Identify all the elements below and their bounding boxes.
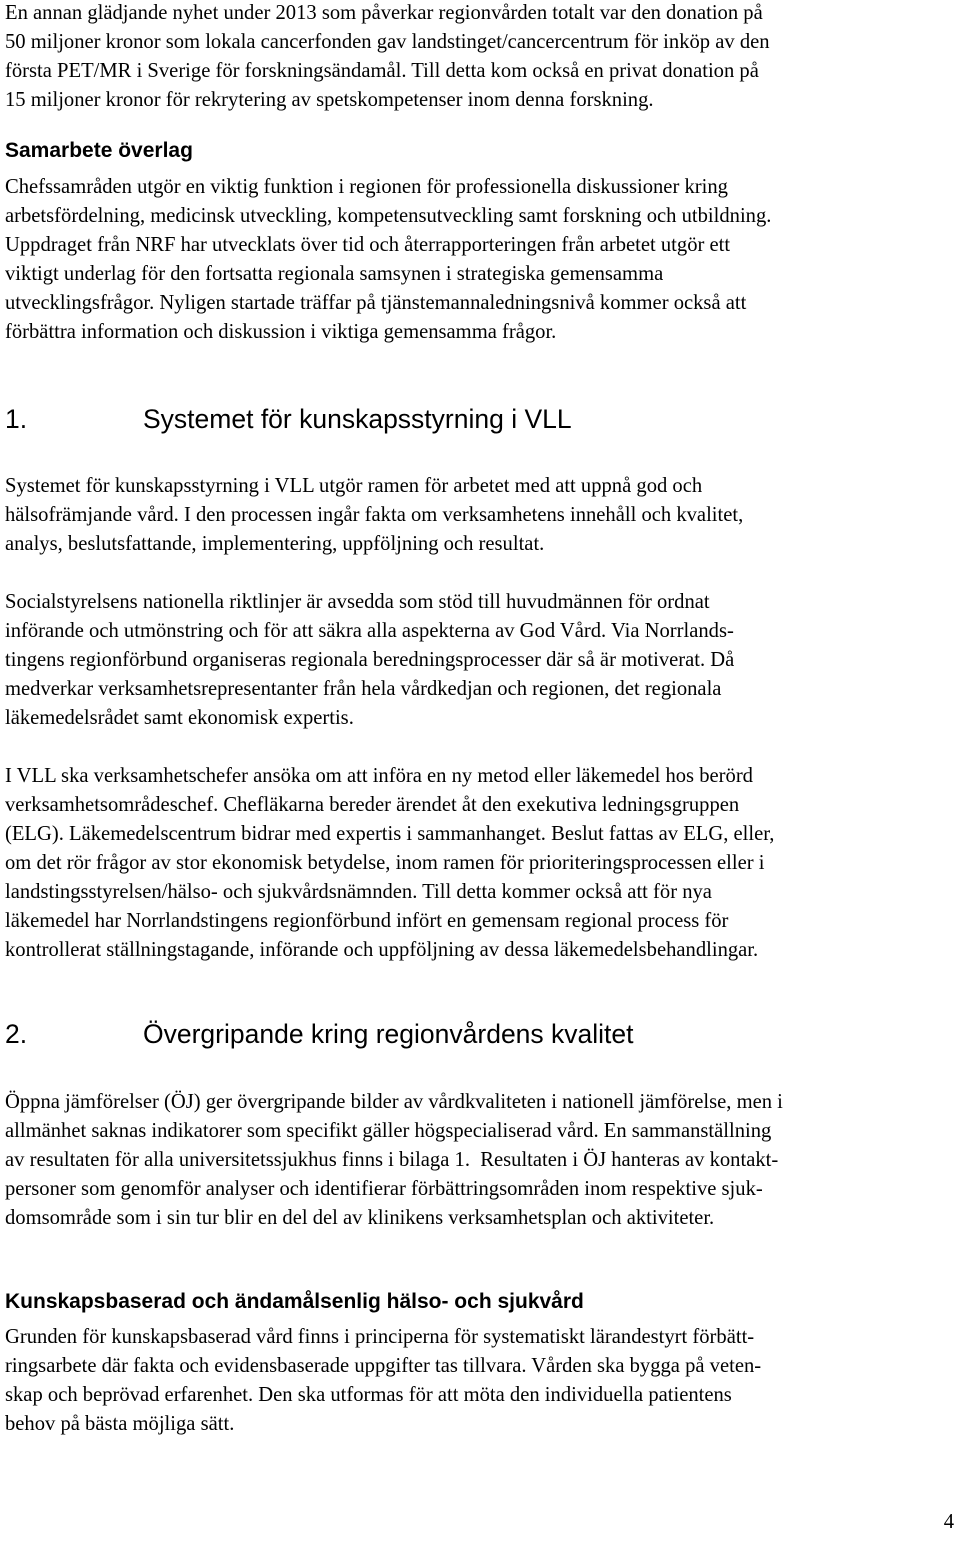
text-line: Systemet för kunskapsstyrning i VLL utgör ramen för arbetet med att uppnå god och (5, 475, 703, 497)
section-number: 2. (5, 1019, 28, 1049)
section-number: 1. (5, 404, 28, 434)
section-heading-2 (5, 1018, 634, 1050)
text-line: 50 miljoner kronor som lokala cancerfonden gav landstinget/cancercentrum för inköp av den (5, 31, 770, 53)
text-line: behov på bästa möjliga sätt. (5, 1413, 235, 1435)
text-line: utvecklingsfrågor. Nyligen startade träffar på tjänstemannaledningsnivå kommer också att (5, 292, 747, 314)
section-heading-1 (5, 403, 572, 435)
text-line: verksamhetsområdeschef. Chefläkarna bereder ärendet åt den exekutiva ledningsgruppen (5, 794, 740, 816)
text-line: viktigt underlag för den fortsatta regionala samsynen i strategiska gemensamma (5, 263, 664, 285)
text-line: tingens regionförbund organiseras regionala beredningsprocesser där så är motiverat. Då (5, 649, 735, 671)
subheading-kunskapsbaserad: Kunskapsbaserad och ändamålsenlig hälso- och sjukvård (5, 1290, 584, 1313)
subheading-samarbete: Samarbete överlag (5, 139, 193, 162)
text-line: domsområde som i sin tur blir en del del av klinikens verksamhetsplan och aktiviteter. (5, 1207, 715, 1229)
text-line: arbetsfördelning, medicinsk utveckling, kompetensutveckling samt forskning och utbildning. (5, 205, 772, 227)
page-number: 4 (943, 1511, 954, 1533)
text-line: ringsarbete där fakta och evidensbaserade uppgifter tas tillvara. Vården ska bygga på veten- (5, 1355, 762, 1377)
text-line: läkemedelsrådet samt ekonomisk expertis. (5, 707, 354, 729)
text-line: skap och beprövad erfarenhet. Den ska utformas för att möta den individuella patientens (5, 1384, 732, 1406)
text-line: En annan glädjande nyhet under 2013 som påverkar regionvården totalt var den donation på (5, 2, 763, 24)
text-line: första PET/MR i Sverige för forskningsändamål. Till detta kom också en privat donation på (5, 60, 759, 82)
text-line: 15 miljoner kronor för rekrytering av spetskompetenser inom denna forskning. (5, 89, 654, 111)
text-line: kontrollerat ställningstagande, införande och uppföljning av dessa läkemedelsbehandlingar. (5, 939, 759, 961)
text-line: om det rör frågor av stor ekonomisk betydelse, inom ramen för prioriteringsprocessen eller i (5, 852, 765, 874)
text-line: Uppdraget från NRF har utvecklats över tid och återrapporteringen från arbetet utgör ett (5, 234, 731, 256)
text-line: läkemedel har Norrlandstingens regionförbund infört en gemensam regional process för (5, 910, 729, 932)
text-line: landstingsstyrelsen/hälso- och sjukvårdsnämnden. Till detta kommer också att för nya (5, 881, 712, 903)
text-line: allmänhet saknas indikatorer som specifikt gäller högspecialiserad vård. En sammanställning (5, 1120, 772, 1142)
text-line: medverkar verksamhetsrepresentanter från hela vårdkedjan och regionen, det regionala (5, 678, 722, 700)
text-line: analys, beslutsfattande, implementering, uppföljning och resultat. (5, 533, 545, 555)
text-line: I VLL ska verksamhetschefer ansöka om att införa en ny metod eller läkemedel hos berörd (5, 765, 753, 787)
section-title: Övergripande kring regionvårdens kvalitet (143, 1019, 634, 1049)
text-line: införande och utmönstring och för att säkra alla aspekterna av God Vård. Via Norrlands- (5, 620, 734, 642)
text-line: förbättra information och diskussion i viktiga gemensamma frågor. (5, 321, 557, 343)
text-line: Chefssamråden utgör en viktig funktion i regionen för professionella diskussioner kring (5, 176, 728, 198)
text-line: hälsofrämjande vård. I den processen ingår fakta om verksamhetens innehåll och kvalitet, (5, 504, 744, 526)
section-title: Systemet för kunskapsstyrning i VLL (143, 404, 572, 434)
text-line: av resultaten för alla universitetssjukhus finns i bilaga 1. Resultaten i ÖJ hanteras av kontakt- (5, 1149, 779, 1171)
text-line: Grunden för kunskapsbaserad vård finns i principerna för systematiskt lärandestyrt förbätt- (5, 1326, 755, 1348)
text-line: (ELG). Läkemedelscentrum bidrar med expertis i sammanhanget. Beslut fattas av ELG, eller, (5, 823, 775, 845)
text-line: personer som genomför analyser och identifierar förbättringsområden inom respektive sjuk- (5, 1178, 763, 1200)
text-line: Öppna jämförelser (ÖJ) ger övergripande bilder av vårdkvaliteten i nationell jämförelse, men i (5, 1091, 783, 1113)
text-line: Socialstyrelsens nationella riktlinjer är avsedda som stöd till huvudmännen för ordnat (5, 591, 710, 613)
